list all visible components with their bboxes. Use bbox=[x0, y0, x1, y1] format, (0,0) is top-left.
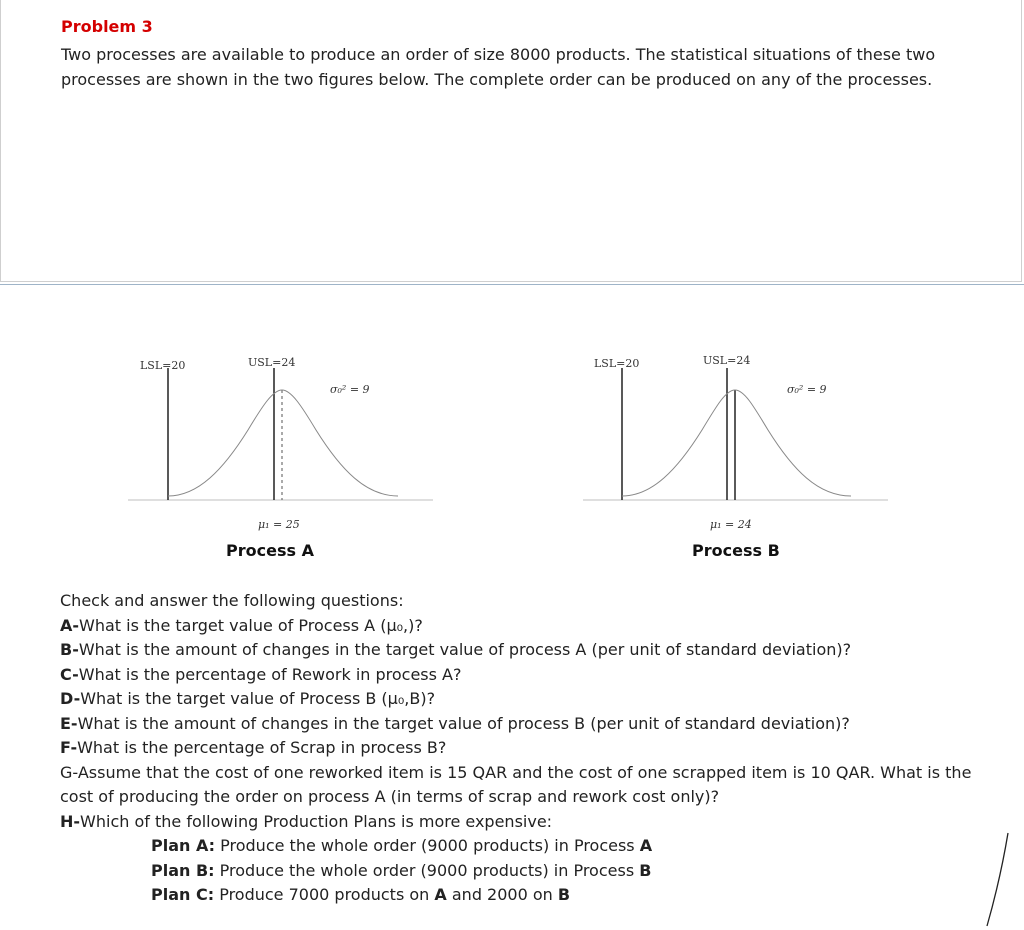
problem-title: Problem 3 bbox=[61, 17, 153, 36]
plan-b bbox=[60, 859, 990, 884]
question-f-text: What is the percentage of Scrap in process B? bbox=[77, 738, 447, 757]
plan-b-process: B bbox=[639, 860, 652, 880]
question-h-key: H- bbox=[60, 811, 81, 831]
plan-b-text: Produce the whole order (9000 products) in Process bbox=[214, 860, 640, 880]
plan-c-text-2: and 2000 on bbox=[446, 885, 558, 904]
plan-b-key: Plan B: bbox=[151, 860, 215, 880]
process-a-variance-label: σ₀² = 9 bbox=[330, 383, 370, 396]
question-g bbox=[60, 761, 990, 810]
question-d bbox=[60, 687, 990, 712]
question-d-key: D- bbox=[60, 689, 81, 708]
question-d-text: What is the target value of Process B (μ₀,B)? bbox=[80, 689, 436, 708]
upper-page-section bbox=[0, 0, 1022, 282]
plan-a bbox=[60, 834, 990, 859]
question-f-key: F- bbox=[60, 738, 78, 757]
question-e-key: E- bbox=[60, 713, 78, 733]
process-b-figure bbox=[583, 350, 893, 550]
process-b-caption: Process B bbox=[692, 541, 780, 560]
plan-c bbox=[60, 883, 990, 908]
plan-c-key: Plan C: bbox=[151, 885, 215, 904]
process-b-normal-curve bbox=[622, 390, 851, 496]
process-a-figure bbox=[128, 350, 438, 550]
process-b-variance-label: σ₀² = 9 bbox=[787, 383, 827, 396]
process-a-lsl-label: LSL=20 bbox=[140, 359, 186, 372]
process-b-lsl-label: LSL=20 bbox=[594, 357, 640, 370]
process-a-caption: Process A bbox=[226, 541, 314, 560]
plan-a-text: Produce the whole order (9000 products) in Process bbox=[215, 836, 640, 855]
process-b-usl-label: USL=24 bbox=[703, 354, 751, 367]
problem-intro-text: Two processes are available to produce an order of size 8000 products. The statistical situations of these two processes are shown in the two figures below. The complete order can be produced on any of the processes. bbox=[61, 45, 936, 89]
question-h-text: Which of the following Production Plans is more expensive: bbox=[80, 811, 553, 831]
question-b-key: B- bbox=[60, 640, 79, 659]
plan-c-process-2: B bbox=[557, 885, 571, 904]
question-g-key: G- bbox=[60, 762, 78, 782]
question-e-text: What is the amount of changes in the target value of process B (per unit of standard deviation)? bbox=[77, 713, 850, 733]
question-c-key: C- bbox=[60, 664, 79, 684]
question-a-text: What is the target value of Process A (μ₀,)? bbox=[79, 615, 423, 635]
question-h bbox=[60, 810, 990, 835]
plan-c-text-1: Produce 7000 products on bbox=[214, 885, 435, 904]
plan-a-process: A bbox=[639, 836, 653, 855]
question-b bbox=[60, 638, 990, 663]
question-f bbox=[60, 736, 990, 761]
question-g-text: Assume that the cost of one reworked item is 15 QAR and the cost of one scrapped item is 10 QAR. What is the cost of producing the order on process A (in terms of scrap and rework cost only)? bbox=[60, 762, 972, 806]
question-c-text: What is the percentage of Rework in process A? bbox=[78, 664, 462, 684]
pen-stroke-mark bbox=[975, 828, 1015, 928]
plan-a-key: Plan A: bbox=[151, 836, 216, 855]
process-b-mean-label: μ₁ = 24 bbox=[710, 518, 752, 531]
question-c bbox=[60, 663, 990, 688]
process-a-mean-label: μ₁ = 25 bbox=[258, 518, 300, 531]
process-a-usl-label: USL=24 bbox=[248, 356, 296, 369]
plan-c-process-1: A bbox=[434, 885, 447, 904]
question-a-key: A- bbox=[60, 615, 80, 635]
question-e bbox=[60, 712, 990, 737]
question-list bbox=[60, 589, 990, 908]
question-b-text: What is the amount of changes in the target value of process A (per unit of standard deviation)? bbox=[78, 640, 852, 659]
questions-intro: Check and answer the following questions: bbox=[60, 591, 404, 610]
process-a-normal-curve bbox=[168, 390, 398, 496]
question-a bbox=[60, 614, 990, 639]
